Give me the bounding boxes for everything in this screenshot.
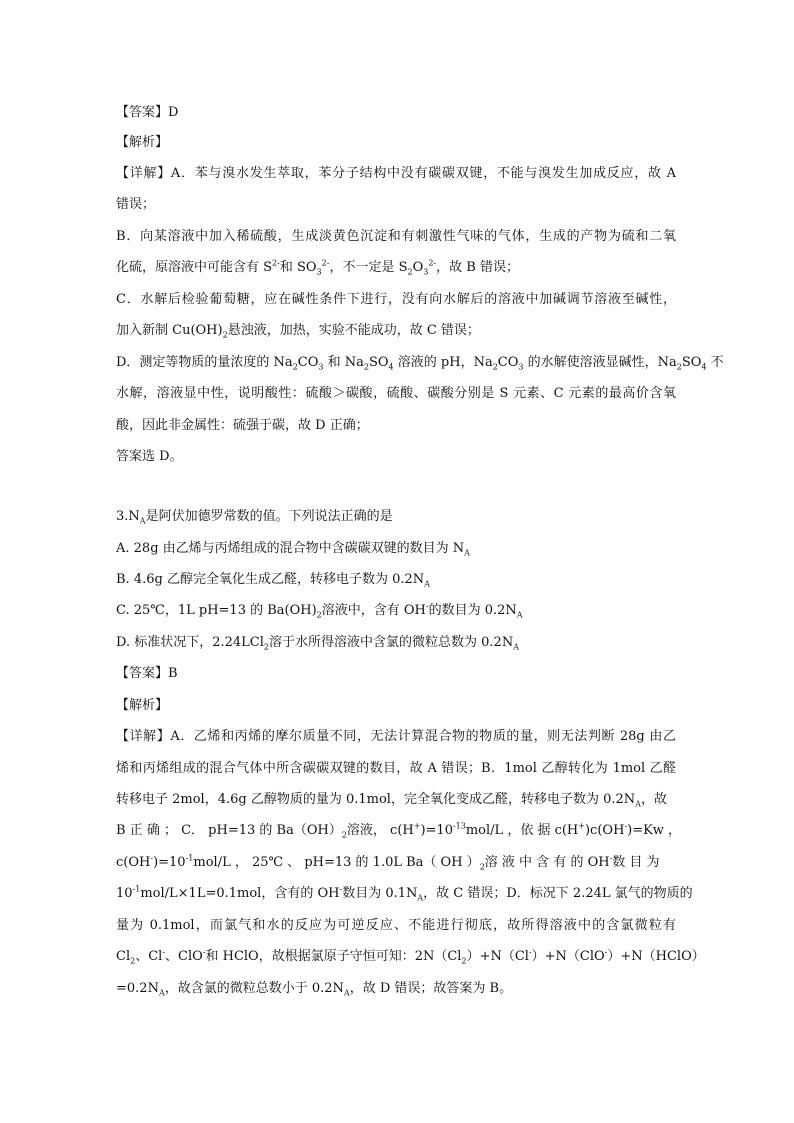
q3-option-a: A. 28g 由乙烯与丙烯组成的混合物中含碳碳双键的数目为 $N_A$ [116,541,470,558]
q3-explain-line-9: $=0.2N_A$，故含氯的微粒总数小于 $0.2N_A$，故 D 错误；故答案为 B。 [116,981,513,998]
analysis-label-q3: 【解析】 [116,698,169,713]
q2-conclusion: 答案选 D。 [116,449,183,464]
q3-explain-line-8: $Cl_2$、Cl-、ClO-和 HClO，故根据氯原子守恒可知：$2N(Cl_2)+N(Cl^-)+N(ClO^-)+N(HClO)$ [116,947,705,966]
q3-explain-line-2: 烯和丙烯组成的混合气体中所含碳碳双键的数目，故 A 错误；B．1mol 乙醇转化为 1mol 乙醛 [116,761,676,776]
q3-option-b: B. 4.6g 乙醇完全氧化生成乙醛，转移电子数为 $0.2N_A$ [116,572,430,589]
q2-explain-line-2: 错误； [116,197,156,212]
answer-label-q3: 【答案】B [116,666,178,681]
q3-explain-line-6: $10^{-1}mol/L\times 1L=0.1mol$，含有的 OH-数目为 $0.1N_A$，故 C 错误；D．标况下 2.24L 氯气的物质的 [116,884,693,903]
q2-explain-line-9: 酸，因此非金属性：硫强于碳，故 D 正确； [116,418,369,433]
q2-explain-line-1: 【详解】A．苯与溴水发生萃取，苯分子结构中没有碳碳双键，不能与溴发生加成反应，故 A [116,166,676,181]
q2-explain-line-5: C．水解后检验葡萄糖，应在碱性条件下进行，没有向水解后的溶液中加碱调节溶液至碱性， [116,292,676,307]
q2-explain-line-6: 加入新制 $Cu(OH)_2$悬浊液，加热，实验不能成功，故 C 错误； [116,323,480,340]
q3-stem: $3.N_A$是阿伏加德罗常数的值。下列说法正确的是 [116,509,393,526]
q3-explain-line-4: B 正 确 ； C． pH=13 的 $Ba(OH)_2$溶液， $c(H^+)=10^{-13}mol/L$ ，依 据 c(H+)c(OH-)=Kw ， [116,821,682,840]
q3-option-c: C. 25℃，1L pH=13 的 $Ba(OH)_2$溶液中，含有 OH-的数目为 $0.2N_A$ [116,601,523,620]
q2-explain-line-7: D．测定等物质的量浓度的 $Na_2CO_3$ 和 $Na_2SO_4$ 溶液的 pH，$Na_2CO_3$ 的水解使溶液显碱性，$Na_2SO_4$ 不 [116,355,724,372]
q3-option-d: D. 标准状况下，2.24LCl$_2$溶于水所得溶液中含氯的微粒总数为 $0.2N_A$ [116,635,519,652]
q3-explain-line-1: 【详解】A．乙烯和丙烯的摩尔质量不同，无法计算混合物的物质的量，则无法判断 28g 由乙 [116,729,676,744]
analysis-label-q2: 【解析】 [116,135,169,150]
q2-explain-line-3: B．向某溶液中加入稀硫酸，生成淡黄色沉淀和有刺激性气味的气体，生成的产物为硫和二氧 [116,229,676,244]
q2-explain-line-8: 水解，溶液显中性，说明酸性：硫酸＞碳酸，硫酸、碳酸分别是 S 元素、C 元素的最高价含氧 [116,386,676,401]
q3-explain-line-7: 量为 0.1mol，而氯气和水的反应为可逆反应、不能进行彻底，故所得溶液中的含氯微粒有 [116,918,676,933]
answer-label-q2: 【答案】D [116,105,179,120]
q2-explain-line-4: 化硫，原溶液中可能含有 $S^{2-}$和 $SO_3^{2-}$，不一定是 $S_2O_3^{2-}$，故 B 错误； [116,258,519,277]
q3-explain-line-3: 转移电子 2mol，4.6g 乙醇物质的量为 0.1mol，完全氧化变成乙醛，转移电子数为 $0.2N_A$，故 [116,792,667,809]
q3-explain-line-5: $c(OH^-)=10^{-1}mol/L$ ， 25℃ 、 pH=13 的 1.0L Ba（ OH ）$_2$溶 液 中 含 有 的 OH-数 目 为 [116,853,660,872]
